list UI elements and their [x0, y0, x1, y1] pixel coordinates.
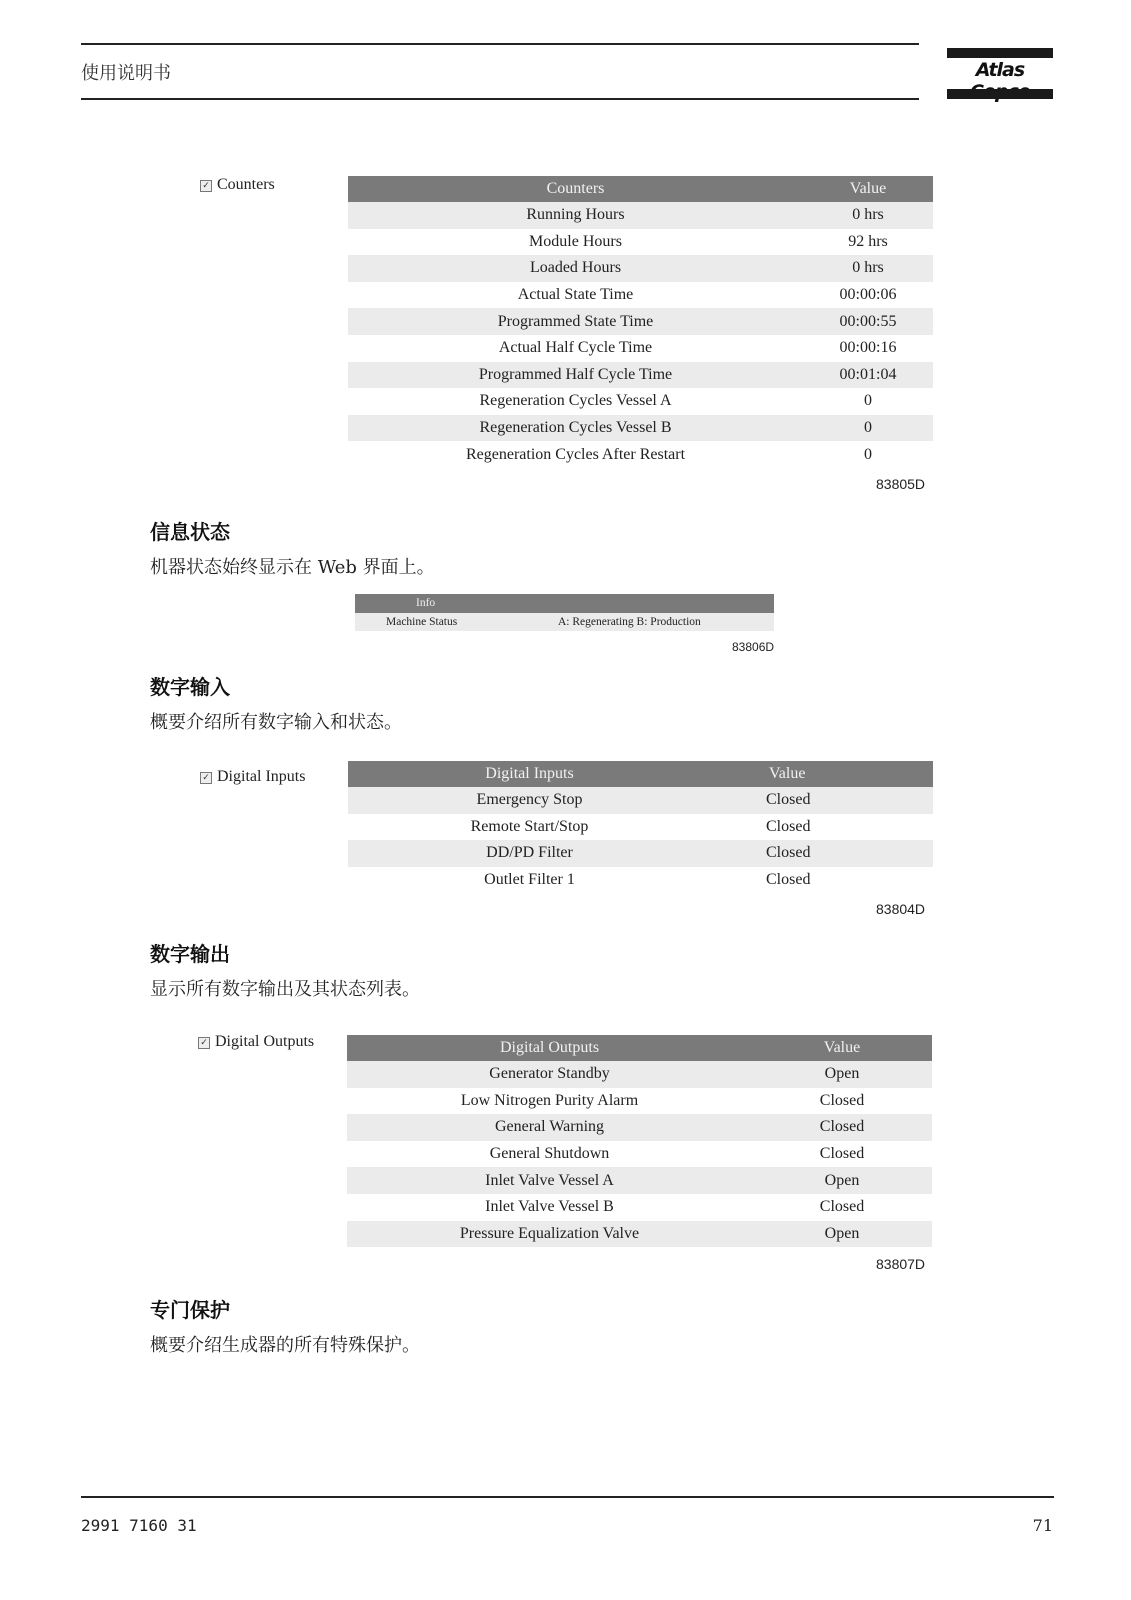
section-text: 概要介绍生成器的所有特殊保护。 [150, 1335, 420, 1356]
row-value: 0 [864, 392, 872, 410]
counters-table [348, 176, 933, 468]
row-label: Regeneration Cycles Vessel B [348, 415, 803, 442]
table-row [347, 1221, 932, 1248]
value-col-header: Value [752, 1035, 932, 1061]
info-table [355, 594, 774, 631]
row-value: 0 hrs [803, 255, 933, 282]
row-label: Actual State Time [517, 286, 634, 304]
manual-title: 使用说明书 [81, 63, 171, 84]
row-value: Open [752, 1221, 932, 1248]
machine-status-label: Machine Status [386, 616, 458, 628]
table-row [348, 335, 933, 362]
row-label: Inlet Valve Vessel A [347, 1167, 752, 1194]
digital-outputs-checkbox-label: Digital Outputs [215, 1033, 315, 1050]
table-row [348, 441, 933, 468]
row-value: 00:01:04 [803, 362, 933, 389]
table-row [348, 308, 933, 335]
row-value: 0 [864, 445, 872, 463]
value-col-header: Value [803, 176, 933, 202]
row-label: Programmed State Time [348, 308, 803, 335]
row-label: Regeneration Cycles Vessel A [479, 392, 672, 410]
row-label: Module Hours [529, 232, 622, 250]
row-label: Running Hours [348, 202, 803, 229]
brand-name: Atlas [975, 59, 1025, 81]
header-rule-bottom [81, 98, 919, 100]
digital-inputs-checkbox[interactable] [200, 768, 305, 786]
info-header: Info [355, 594, 774, 613]
row-label: General Warning [347, 1114, 752, 1141]
table-row [348, 814, 933, 841]
table-row [348, 282, 933, 309]
row-value: 0 hrs [803, 202, 933, 229]
figure-code: 83807D [876, 1256, 926, 1272]
row-value: 00:00:55 [803, 308, 933, 335]
row-label: Outlet Filter 1 [484, 871, 575, 889]
digital-outputs-checkbox[interactable] [198, 1033, 314, 1051]
row-label: Loaded Hours [348, 255, 803, 282]
row-label: General Shutdown [489, 1145, 610, 1163]
counters-col-header: Counters [348, 176, 803, 202]
row-value: Closed [766, 871, 811, 889]
row-label: Regeneration Cycles After Restart [465, 445, 686, 463]
row-label: Generator Standby [347, 1061, 752, 1088]
table-row [348, 255, 933, 282]
table-row [347, 1114, 932, 1141]
table-row [348, 787, 933, 814]
row-value: Closed [819, 1198, 865, 1216]
brand-logo [947, 48, 1053, 100]
row-value: 0 [803, 415, 933, 442]
machine-status-value: A: Regenerating B: Production [558, 616, 701, 628]
table-row [347, 1141, 932, 1168]
digital-inputs-table [348, 761, 933, 893]
checkbox-checked-icon: ✓ [200, 180, 212, 192]
section-text: 机器状态始终显示在 Web 界面上。 [150, 557, 435, 578]
figure-code: 83806D [732, 640, 775, 654]
row-value: Closed [711, 787, 933, 814]
value-col-header: Value [711, 761, 933, 787]
row-label: Programmed Half Cycle Time [348, 362, 803, 389]
table-row [347, 1088, 932, 1115]
digital-inputs-col-header: Digital Inputs [348, 761, 711, 787]
row-value: Closed [711, 840, 933, 867]
digital-outputs-table [347, 1035, 932, 1247]
digital-outputs-col-header: Digital Outputs [347, 1035, 752, 1061]
header-rule-top [81, 43, 919, 45]
row-value: Open [752, 1167, 932, 1194]
checkbox-checked-icon: ✓ [200, 772, 212, 784]
section-heading: 专门保护 [150, 1298, 230, 1322]
section-heading: 信息状态 [150, 520, 230, 544]
row-value: Closed [766, 817, 811, 835]
table-row [347, 1061, 932, 1088]
table-row [348, 415, 933, 442]
row-label: Actual Half Cycle Time [498, 339, 653, 357]
row-value: Closed [752, 1114, 932, 1141]
checkbox-checked-icon: ✓ [198, 1037, 210, 1049]
row-value: Closed [819, 1145, 865, 1163]
table-row [348, 867, 933, 894]
row-label: DD/PD Filter [348, 840, 711, 867]
row-label: Pressure Equalization Valve [347, 1221, 752, 1248]
row-value: Closed [819, 1091, 865, 1109]
document-number: 2991 7160 31 [81, 1516, 197, 1535]
counters-checkbox[interactable] [200, 176, 275, 194]
row-value: 00:00:06 [839, 286, 897, 304]
table-row [348, 229, 933, 256]
row-value: Open [752, 1061, 932, 1088]
row-label: Low Nitrogen Purity Alarm [460, 1091, 639, 1109]
table-row [347, 1194, 932, 1221]
row-label: Inlet Valve Vessel B [485, 1198, 614, 1216]
table-row [348, 202, 933, 229]
section-text: 显示所有数字输出及其状态列表。 [150, 979, 420, 1000]
section-heading: 数字输出 [150, 942, 230, 966]
footer-rule [81, 1496, 1054, 1498]
table-row [348, 362, 933, 389]
counters-checkbox-label: Counters [217, 176, 275, 193]
figure-code: 83805D [876, 476, 926, 492]
table-row [347, 1167, 932, 1194]
table-row [348, 388, 933, 415]
section-text: 概要介绍所有数字输入和状态。 [150, 712, 402, 733]
section-heading: 数字输入 [150, 675, 230, 699]
row-value: 00:00:16 [839, 339, 897, 357]
figure-code: 83804D [876, 901, 926, 917]
row-label: Remote Start/Stop [470, 817, 589, 835]
table-row [355, 613, 774, 631]
digital-inputs-checkbox-label: Digital Inputs [217, 768, 306, 785]
row-label: Emergency Stop [348, 787, 711, 814]
page-number: 71 [1032, 1516, 1053, 1535]
table-row [348, 840, 933, 867]
row-value: 92 hrs [848, 232, 888, 250]
